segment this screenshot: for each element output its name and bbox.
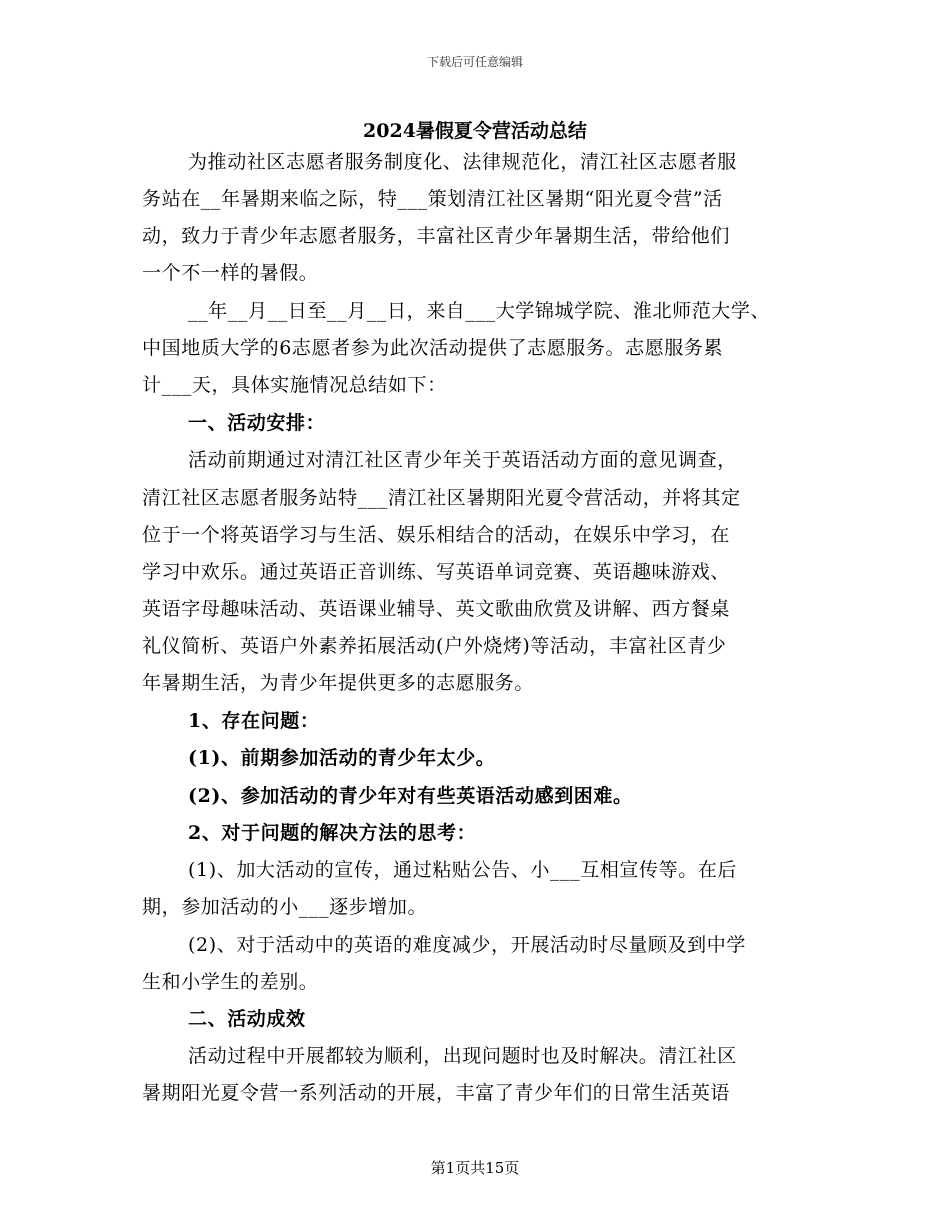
paragraph-line: 位于一个将英语学习与生活、娱乐相结合的活动，在娱乐中学习，在	[142, 524, 731, 546]
paragraph-line: 年暑期生活，为青少年提供更多的志愿服务。	[142, 672, 535, 694]
problem-item: (2)、参加活动的青少年对有些英语活动感到困难。	[188, 785, 633, 807]
paragraph-line: 礼仪简析、英语户外素养拓展活动(户外烧烤)等活动，丰富社区青少	[142, 635, 727, 657]
subsection-heading: 1、存在问题：	[188, 710, 320, 732]
subsection-heading: 2、对于问题的解决方法的思考：	[188, 822, 477, 844]
paragraph-line: 期，参加活动的小___逐步增加。	[142, 896, 428, 918]
page-title: 2024暑假夏令营活动总结	[363, 120, 587, 142]
paragraph-line: 计___天，具体实施情况总结如下：	[142, 374, 447, 396]
paragraph-line: __年__月__日至__月__日，来自___大学锦城学院、淮北师范大学、	[188, 300, 771, 322]
page-number-footer: 第1页共15页	[430, 1159, 520, 1177]
paragraph-line: (1)、加大活动的宣传，通过粘贴公告、小___互相宣传等。在后	[188, 859, 738, 881]
section-heading: 一、活动安排：	[188, 412, 326, 434]
header-note: 下载后可任意编辑	[426, 55, 523, 69]
paragraph-line: 暑期阳光夏令营一系列活动的开展，丰富了青少年们的日常生活英语	[142, 1082, 731, 1104]
paragraph-line: 生和小学生的差别。	[142, 971, 319, 993]
problem-item: (1)、前期参加活动的青少年太少。	[188, 747, 496, 769]
paragraph-line: 英语字母趣味活动、英语课业辅导、英文歌曲欣赏及讲解、西方餐桌	[142, 598, 731, 620]
paragraph-line: 动，致力于青少年志愿者服务，丰富社区青少年暑期生活，带给他们	[142, 225, 731, 247]
paragraph-line: 中国地质大学的6志愿者参为此次活动提供了志愿服务。志愿服务累	[142, 337, 724, 359]
paragraph-line: 活动前期通过对清江社区青少年关于英语活动方面的意见调查，	[188, 449, 737, 471]
paragraph-line: 清江社区志愿者服务站特___清江社区暑期阳光夏令营活动，并将其定	[142, 487, 741, 509]
paragraph-line: 学习中欢乐。通过英语正音训练、写英语单词竞赛、英语趣味游戏、	[142, 561, 731, 583]
paragraph-line: 为推动社区志愿者服务制度化、法律规范化，清江社区志愿者服	[188, 151, 737, 173]
paragraph-line: 活动过程中开展都较为顺利，出现问题时也及时解决。清江社区	[188, 1045, 737, 1067]
paragraph-line: 一个不一样的暑假。	[142, 262, 319, 284]
paragraph-line: (2)、对于活动中的英语的难度减少，开展活动时尽量顾及到中学	[188, 934, 746, 956]
section-heading: 二、活动成效	[188, 1008, 306, 1030]
paragraph-line: 务站在__年暑期来临之际，特___策划清江社区暑期“阳光夏令营”活	[142, 188, 723, 210]
